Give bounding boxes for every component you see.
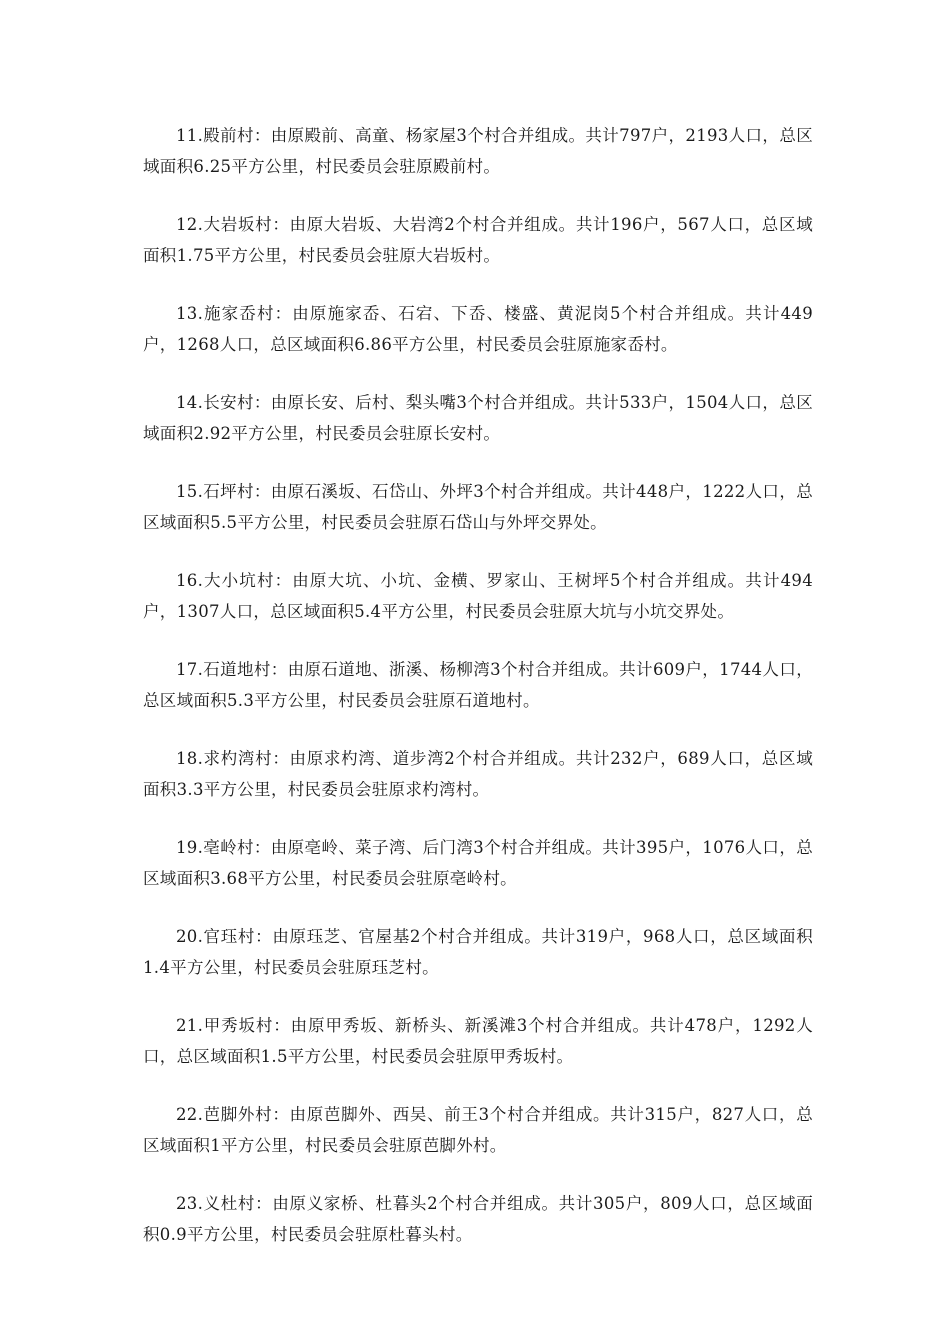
- paragraph-village-20: 20.官珏村：由原珏芝、官屋基2个村合并组成。共计319户，968人口，总区域面积1.4平方公里，村民委员会驻原珏芝村。: [143, 927, 813, 977]
- document-body: [143, 120, 813, 1277]
- paragraph-village-21: 21.甲秀坂村：由原甲秀坂、新桥头、新溪滩3个村合并组成。共计478户，1292人口，总区域面积1.5平方公里，村民委员会驻原甲秀坂村。: [143, 1016, 813, 1066]
- paragraph-village-13: 13.施家岙村：由原施家岙、石宕、下岙、楼盛、黄泥岗5个村合并组成。共计449户，1268人口，总区域面积6.86平方公里，村民委员会驻原施家岙村。: [143, 304, 813, 354]
- paragraph-village-19: 19.亳岭村：由原亳岭、菜子湾、后门湾3个村合并组成。共计395户，1076人口，总区域面积3.68平方公里，村民委员会驻原亳岭村。: [143, 838, 813, 888]
- paragraph-village-15: 15.石坪村：由原石溪坂、石岱山、外坪3个村合并组成。共计448户，1222人口，总区域面积5.5平方公里，村民委员会驻原石岱山与外坪交界处。: [143, 482, 813, 532]
- paragraph-village-22: 22.芭脚外村：由原芭脚外、西吴、前王3个村合并组成。共计315户，827人口，总区域面积1平方公里，村民委员会驻原芭脚外村。: [143, 1105, 813, 1155]
- paragraph-village-17: 17.石道地村：由原石道地、浙溪、杨柳湾3个村合并组成。共计609户，1744人口，总区域面积5.3平方公里，村民委员会驻原石道地村。: [143, 660, 813, 710]
- paragraph-village-14: 14.长安村：由原长安、后村、梨头嘴3个村合并组成。共计533户，1504人口，总区域面积2.92平方公里，村民委员会驻原长安村。: [143, 393, 813, 443]
- paragraph-village-11: 11.殿前村：由原殿前、高童、杨家屋3个村合并组成。共计797户，2193人口，总区域面积6.25平方公里，村民委员会驻原殿前村。: [143, 126, 813, 176]
- paragraph-village-18: 18.求杓湾村：由原求杓湾、道步湾2个村合并组成。共计232户，689人口，总区域面积3.3平方公里，村民委员会驻原求杓湾村。: [143, 749, 813, 799]
- paragraph-village-23: 23.义杜村：由原义家桥、杜暮头2个村合并组成。共计305户，809人口，总区域面积0.9平方公里，村民委员会驻原杜暮头村。: [143, 1194, 813, 1244]
- paragraph-village-12: 12.大岩坂村：由原大岩坂、大岩湾2个村合并组成。共计196户，567人口，总区域面积1.75平方公里，村民委员会驻原大岩坂村。: [143, 215, 813, 265]
- paragraph-village-16: 16.大小坑村：由原大坑、小坑、金横、罗家山、王树坪5个村合并组成。共计494户，1307人口，总区域面积5.4平方公里，村民委员会驻原大坑与小坑交界处。: [143, 571, 813, 621]
